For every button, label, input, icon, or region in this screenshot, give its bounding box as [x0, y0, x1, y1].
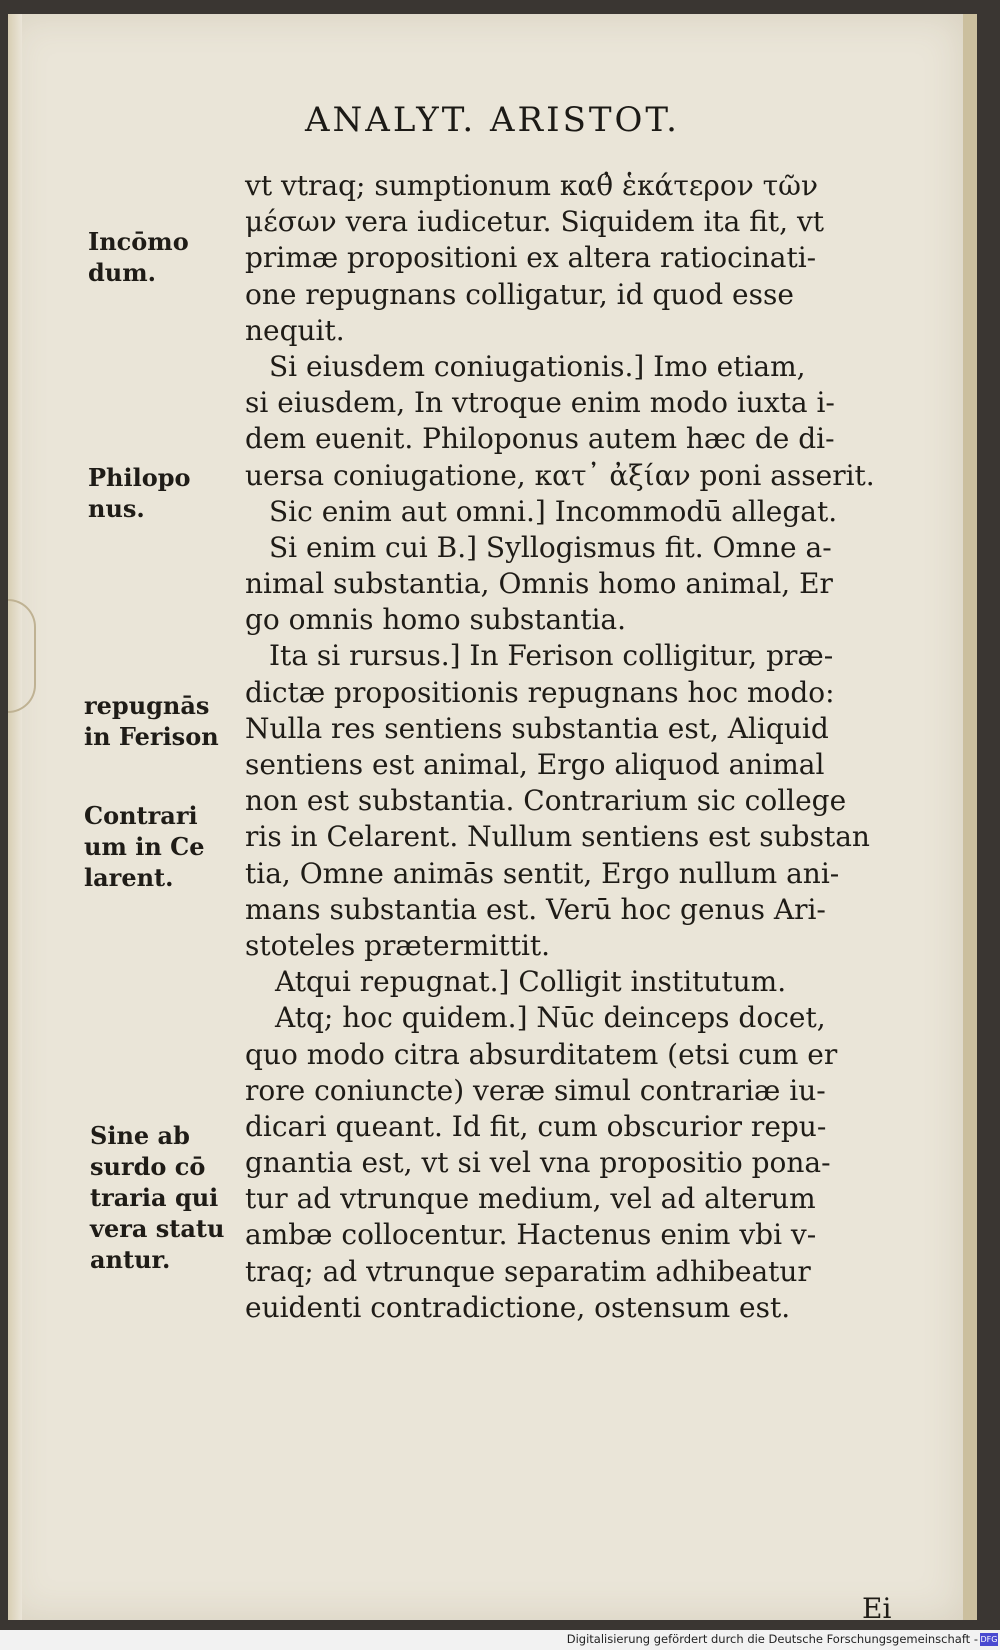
- margin-note-incommodum: Incōmo dum.: [88, 227, 189, 287]
- text-line: dictæ propositionis repugnans hoc modo:: [245, 675, 835, 709]
- text-line: one repugnans colligatur, id quod esse: [245, 277, 794, 311]
- text-line: mans substantia est. Verū hoc genus Ari-: [245, 892, 826, 926]
- catchword: Ei: [862, 1592, 892, 1625]
- margin-note-repugnans-ferison: repugnās in Ferison: [84, 691, 219, 751]
- text-line: vt vtraq; sumptionum καθ̓ ἑκάτερον τῶν: [245, 169, 819, 202]
- running-head: ANALYT. ARISTOT.: [305, 100, 680, 140]
- footer-bar: [0, 1630, 1000, 1650]
- text-line: Atq; hoc quidem.] Nūc deinceps docet,: [275, 1001, 826, 1035]
- text-line: ris in Celarent. Nullum sentiens est substan: [245, 820, 870, 854]
- page-gutter: [8, 14, 22, 1620]
- text-line: μέσων vera iudicetur. Siquidem ita fit, vt: [245, 205, 825, 239]
- text-line: nequit.: [245, 313, 345, 347]
- text-line: stoteles prætermittit.: [245, 928, 551, 962]
- text-line: Sic enim aut omni.] Incommodū allegat.: [269, 494, 838, 528]
- margin-note-contrarium-celarent: Contrari um in Ce larent.: [84, 801, 205, 892]
- text-line: Nulla res sentiens substantia est, Aliquid: [245, 711, 829, 745]
- text-line: rore coniuncte) veræ simul contrariæ iu-: [245, 1073, 826, 1107]
- text-line: tur ad vtrunque medium, vel ad alterum: [245, 1182, 816, 1216]
- text-line: dicari queant. Id fit, cum obscurior repu-: [245, 1109, 827, 1143]
- text-line: ambæ collocentur. Hactenus enim vbi v-: [245, 1218, 817, 1252]
- text-line: gnantia est, vt si vel vna propositio pona-: [245, 1146, 831, 1180]
- text-line: dem euenit. Philoponus autem hæc de di-: [245, 422, 835, 456]
- text-line: Ita si rursus.] In Ferison colligitur, præ-: [269, 639, 834, 673]
- body-text: [245, 168, 905, 1326]
- text-line: quo modo citra absurditatem (etsi cum er: [245, 1037, 838, 1071]
- text-line: nimal substantia, Omnis homo animal, Er: [245, 567, 833, 601]
- dfg-logo: DFG: [980, 1635, 998, 1644]
- text-line: Atqui repugnat.] Colligit institutum.: [275, 965, 787, 999]
- text-line: go omnis homo substantia.: [245, 603, 627, 637]
- text-line: tia, Omne animās sentit, Ergo nullum ani-: [245, 856, 840, 890]
- text-line: traq; ad vtrunque separatim adhibeatur: [245, 1254, 811, 1288]
- text-line: sentiens est animal, Ergo aliquod animal: [245, 748, 825, 781]
- page-tab-mark: [8, 599, 36, 713]
- margin-note-philoponus: Philopo nus.: [88, 463, 191, 523]
- text-line: non est substantia. Contrarium sic college: [245, 784, 847, 818]
- footer-credit: Digitalisierung gefördert durch die Deutsche Forschungsgemeinschaft -: [566, 1632, 978, 1646]
- text-line: si eiusdem, In vtroque enim modo iuxta i-: [245, 386, 835, 420]
- text-line: Si eiusdem coniugationis.] Imo etiam,: [269, 349, 806, 383]
- text-line: euidenti contradictione, ostensum est.: [245, 1290, 791, 1324]
- text-line: primæ propositioni ex altera ratiocinati-: [245, 241, 817, 275]
- margin-note-sine-absurdo: Sine ab surdo cō traria qui vera statu antur.: [90, 1121, 225, 1274]
- text-line: uersa coniugatione, κατ᾽ ἀξίαν poni asserit.: [245, 458, 875, 492]
- text-line: Si enim cui B.] Syllogismus fit. Omne a-: [269, 530, 832, 564]
